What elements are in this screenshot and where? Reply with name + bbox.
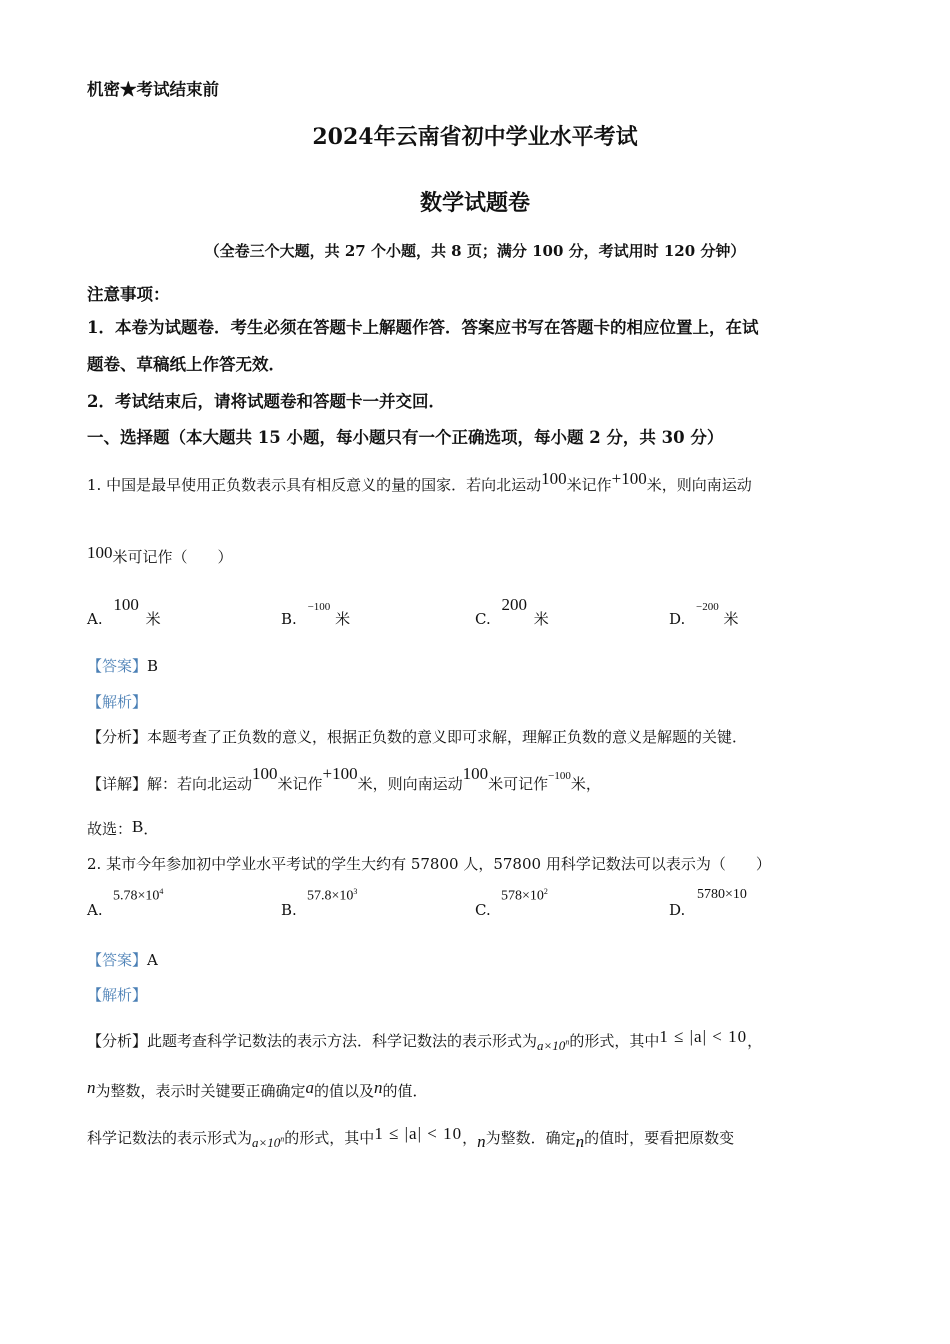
fenxi-text-c: ， bbox=[747, 1032, 763, 1050]
answer-tag: 【答案】 bbox=[87, 657, 148, 675]
q1-math-100: 100 bbox=[541, 469, 567, 488]
line2-text-c: 的值． bbox=[382, 1082, 428, 1100]
line3-text-c: ， bbox=[462, 1129, 478, 1147]
q2-answer bbox=[87, 949, 158, 970]
q1-choose bbox=[87, 818, 158, 839]
line3-text-b: 的形式，其中 bbox=[284, 1129, 375, 1147]
option-value: 100 bbox=[113, 595, 139, 614]
detail-math-plus100: +100 bbox=[322, 764, 358, 783]
paper-subtitle: 数学试题卷 bbox=[419, 190, 530, 216]
q1-option-a[interactable] bbox=[87, 595, 161, 629]
q2-option-c[interactable] bbox=[475, 887, 548, 919]
notes-item-2: 2．考试结束后，请将试题卷和答题卡一并交回． bbox=[87, 392, 445, 411]
math-n-b: n bbox=[374, 1078, 383, 1097]
answer-value: B bbox=[147, 657, 159, 675]
q1-math-100-b: 100 bbox=[87, 543, 113, 562]
q1-analysis-tag: 【解析】 bbox=[87, 693, 148, 711]
q1-answer bbox=[87, 655, 158, 676]
option-unit: 米 bbox=[145, 610, 161, 628]
q2-option-b[interactable] bbox=[281, 887, 358, 919]
choose-end: ． bbox=[143, 820, 159, 838]
line2-text-a: 为整数，表示时关键要正确确定 bbox=[95, 1082, 306, 1100]
exam-meta: （全卷三个大题，共 27 个小题，共 8 页；满分 100 分，考试用时 120 分钟） bbox=[204, 242, 746, 260]
option-unit: 米 bbox=[335, 610, 351, 628]
q2-stem: 2. 某市今年参加初中学业水平考试的学生大约有 57800 人，57800 用科学记数法可以表示为（ ） bbox=[87, 855, 771, 873]
option-value: −200 bbox=[696, 601, 719, 613]
line3-text-a: 科学记数法的表示形式为 bbox=[87, 1129, 253, 1147]
detail-math-100-b: 100 bbox=[462, 764, 489, 783]
fenxi-text-b: 的形式，其中 bbox=[569, 1032, 660, 1050]
q1-stem-line2 bbox=[87, 543, 233, 567]
q1-stem-text-a: 1. 中国是最早使用正负数表示具有相反意义的量的国家．若向北运动 bbox=[87, 476, 542, 494]
q2-option-a[interactable] bbox=[87, 887, 164, 919]
option-unit: 米 bbox=[533, 610, 549, 628]
q1-detail bbox=[87, 764, 601, 794]
detail-math-100: 100 bbox=[252, 764, 278, 783]
q1-option-c[interactable] bbox=[475, 595, 549, 629]
notes-heading: 注意事项： bbox=[87, 285, 170, 304]
option-letter: C. bbox=[475, 610, 491, 628]
math-n: n bbox=[87, 1078, 96, 1097]
choose-text: 故选： bbox=[87, 820, 133, 838]
option-letter: A. bbox=[87, 901, 103, 919]
option-letter: A. bbox=[87, 610, 103, 628]
exam-title: 2024年云南省初中学业水平考试 bbox=[312, 124, 638, 150]
q1-option-d[interactable] bbox=[669, 601, 739, 629]
q2-option-d[interactable] bbox=[669, 887, 747, 919]
line3-text-e: 的值时，要看把原数变 bbox=[584, 1129, 735, 1147]
line2-text-b: 的值以及 bbox=[314, 1082, 375, 1100]
notes-item-1: 1．本卷为试题卷．考生必须在答题卡上解题作答．答案应书写在答题卡的相应位置上，在试 bbox=[87, 318, 759, 337]
detail-text-e: 米， bbox=[570, 775, 601, 793]
option-value: −100 bbox=[307, 601, 331, 613]
option-letter: D. bbox=[669, 901, 686, 919]
q1-stem-text-c: 米，则向南运动 bbox=[646, 476, 752, 494]
math-sci-form: $a\times 10^n$ bbox=[537, 1037, 570, 1053]
math-a: a bbox=[305, 1078, 315, 1097]
detail-text-a: 解：若向北运动 bbox=[147, 775, 253, 793]
math-n-c: n bbox=[477, 1132, 486, 1151]
q1-option-b[interactable] bbox=[281, 601, 351, 629]
fenxi-tag: 【分析】 bbox=[87, 1032, 148, 1050]
fenxi-tag: 【分析】 bbox=[87, 728, 148, 746]
option-letter: D. bbox=[669, 610, 686, 628]
option-value: 200 bbox=[501, 595, 527, 614]
detail-math-minus100: −100 bbox=[548, 770, 571, 782]
math-sci-form-b: $a\times 10^n$ bbox=[252, 1134, 285, 1150]
q2-fenxi-line1 bbox=[87, 1027, 763, 1053]
fenxi-text: 本题考查了正负数的意义，根据正负数的意义即可求解，理解正负数的意义是解题的关键． bbox=[147, 728, 748, 746]
option-unit: 米 bbox=[723, 610, 739, 628]
q2-analysis-tag: 【解析】 bbox=[87, 986, 148, 1004]
q2-fenxi-line3 bbox=[87, 1124, 735, 1151]
math-n-d: n bbox=[575, 1132, 585, 1151]
math-range: 1 ≤ |a| < 10 bbox=[659, 1027, 748, 1046]
option-value: $578\times 10^2$ bbox=[501, 887, 548, 904]
math-range-b: 1 ≤ |a| < 10 bbox=[374, 1124, 463, 1143]
q1-stem-text-b: 米记作 bbox=[566, 476, 612, 494]
q1-fenxi bbox=[87, 726, 747, 747]
q1-stem-line1 bbox=[87, 469, 752, 495]
q1-stem-text-d: 米可记作（ ） bbox=[112, 548, 233, 566]
option-letter: B. bbox=[281, 610, 297, 628]
option-letter: B. bbox=[281, 901, 297, 919]
confidential-label: 机密★考试结束前 bbox=[87, 80, 219, 99]
detail-text-c: 米，则向南运动 bbox=[357, 775, 463, 793]
notes-item-1-cont: 题卷、草稿纸上作答无效． bbox=[87, 355, 285, 374]
option-value: $57.8\times 10^3$ bbox=[307, 887, 358, 904]
detail-text-d: 米可记作 bbox=[488, 775, 549, 793]
q1-math-plus100: +100 bbox=[611, 469, 647, 488]
q2-fenxi-line2 bbox=[87, 1080, 428, 1101]
line3-text-d: 为整数．确定 bbox=[485, 1129, 576, 1147]
option-value: 5780×10 bbox=[697, 887, 747, 902]
answer-tag: 【答案】 bbox=[87, 951, 148, 969]
fenxi-text-a: 此题考查科学记数法的表示方法．科学记数法的表示形式为 bbox=[147, 1032, 538, 1050]
detail-text-b: 米记作 bbox=[277, 775, 323, 793]
choose-value: B bbox=[132, 817, 144, 836]
answer-value: A bbox=[147, 951, 158, 969]
section-1-heading: 一、选择题（本大题共 15 小题，每小题只有一个正确选项，每小题 2 分，共 30 分） bbox=[87, 428, 724, 447]
detail-tag: 【详解】 bbox=[87, 775, 148, 793]
option-letter: C. bbox=[475, 901, 491, 919]
option-value: $5.78\times 10^4$ bbox=[113, 887, 164, 904]
